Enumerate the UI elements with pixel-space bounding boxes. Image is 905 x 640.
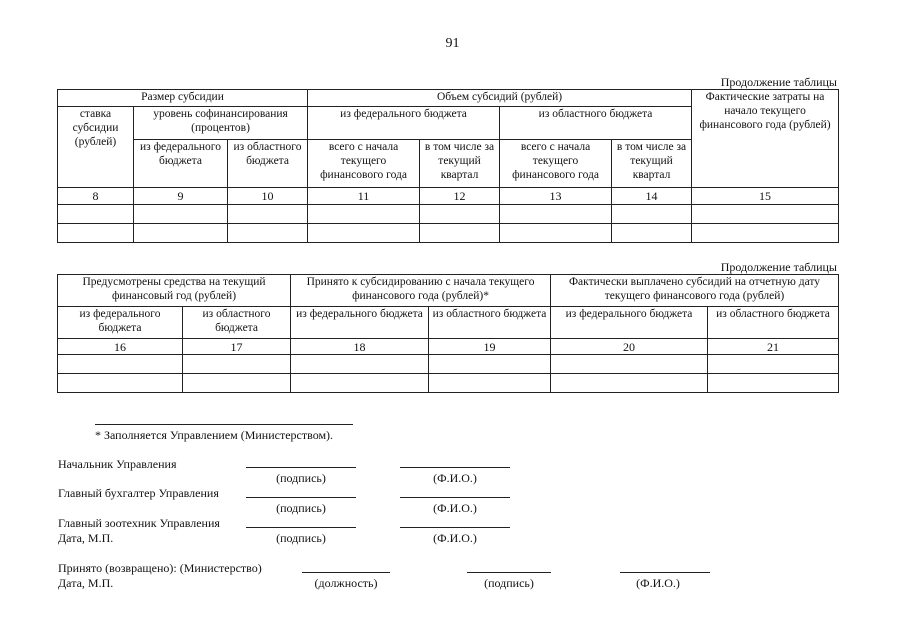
label-zootechnician: Главный зоотехник Управления <box>58 516 220 530</box>
table-cell[interactable] <box>612 205 692 224</box>
table-cell[interactable] <box>308 224 420 243</box>
table-cell[interactable] <box>58 205 134 224</box>
table-cell[interactable] <box>58 224 134 243</box>
col-num-19: 19 <box>429 339 551 355</box>
col-num-20: 20 <box>551 339 708 355</box>
caption-name-accountant: (Ф.И.О.) <box>433 501 477 515</box>
header-paid-regional: из областного бюджета <box>708 307 839 339</box>
table-row <box>58 205 839 224</box>
col-num-17: 17 <box>183 339 291 355</box>
continuation-label-2: Продолжение таблицы <box>720 260 837 274</box>
signature-line-head[interactable] <box>246 467 356 468</box>
name-line-head[interactable] <box>400 467 510 468</box>
table-subsidy-funds <box>57 274 839 393</box>
col-num-10: 10 <box>228 188 308 205</box>
header-fed-quarter: в том числе за текущий квартал <box>420 140 500 188</box>
header-cofin-regional: из областного бюджета <box>228 140 308 188</box>
col-num-21: 21 <box>708 339 839 355</box>
footnote-separator <box>95 424 353 425</box>
table-cell[interactable] <box>551 374 708 393</box>
table-cell[interactable] <box>291 355 429 374</box>
col-num-13: 13 <box>500 188 612 205</box>
table-cell[interactable] <box>308 205 420 224</box>
col-num-9: 9 <box>134 188 228 205</box>
table-cell[interactable] <box>183 374 291 393</box>
label-accepted-returned: Принято (возвращено): (Министерство) <box>58 561 262 575</box>
header-provided-federal: из федерального бюджета <box>58 307 183 339</box>
signature-line-zootechnician[interactable] <box>246 527 356 528</box>
name-line-acceptance[interactable] <box>620 572 710 573</box>
header-reg-quarter: в том числе за текущий квартал <box>612 140 692 188</box>
header-paid-federal: из федерального бюджета <box>551 307 708 339</box>
signature-line-acceptance[interactable] <box>467 572 551 573</box>
table-cell[interactable] <box>612 224 692 243</box>
table-cell[interactable] <box>58 374 183 393</box>
table-cell[interactable] <box>692 224 839 243</box>
caption-signature-accountant: (подпись) <box>276 501 326 515</box>
table-cell[interactable] <box>551 355 708 374</box>
col-num-11: 11 <box>308 188 420 205</box>
header-accepted-regional: из областного бюджета <box>429 307 551 339</box>
header-paid-subsidy: Фактически выплачено субсидий на отчетную дату текущего финансового года (рублей) <box>551 275 839 307</box>
page-number: 91 <box>445 36 460 51</box>
header-subsidy-volume: Объем субсидий (рублей) <box>308 90 692 107</box>
position-line[interactable] <box>302 572 390 573</box>
table-cell[interactable] <box>429 374 551 393</box>
continuation-label-1: Продолжение таблицы <box>720 75 837 89</box>
table-row <box>58 224 839 243</box>
table-cell[interactable] <box>134 205 228 224</box>
label-accountant: Главный бухгалтер Управления <box>58 486 219 500</box>
table-cell[interactable] <box>692 205 839 224</box>
header-subsidy-size: Размер субсидии <box>58 90 308 107</box>
col-num-8: 8 <box>58 188 134 205</box>
table-cell[interactable] <box>420 205 500 224</box>
header-fed-total: всего с начала текущего финансового года <box>308 140 420 188</box>
table-cell[interactable] <box>708 355 839 374</box>
caption-name-head: (Ф.И.О.) <box>433 471 477 485</box>
header-reg-total: всего с начала текущего финансового года <box>500 140 612 188</box>
name-line-accountant[interactable] <box>400 497 510 498</box>
caption-name-zootechnician: (Ф.И.О.) <box>433 531 477 545</box>
header-cofinancing-level: уровень софинансирования (процентов) <box>134 107 308 140</box>
name-line-zootechnician[interactable] <box>400 527 510 528</box>
column-number-row <box>58 188 839 205</box>
header-actual-costs: Фактические затраты на начало текущего финансового года (рублей) <box>692 90 839 188</box>
col-num-15: 15 <box>692 188 839 205</box>
col-num-12: 12 <box>420 188 500 205</box>
caption-signature-head: (подпись) <box>276 471 326 485</box>
signature-line-accountant[interactable] <box>246 497 356 498</box>
table-subsidy-volume <box>57 89 839 243</box>
caption-signature-zootechnician: (подпись) <box>276 531 326 545</box>
header-cofin-federal: из федерального бюджета <box>134 140 228 188</box>
label-date-stamp: Дата, М.П. <box>58 531 114 545</box>
header-provided-regional: из областного бюджета <box>183 307 291 339</box>
col-num-14: 14 <box>612 188 692 205</box>
column-number-row <box>58 339 839 355</box>
table-cell[interactable] <box>420 224 500 243</box>
header-volume-regional: из областного бюджета <box>500 107 692 140</box>
header-accepted-federal: из федерального бюджета <box>291 307 429 339</box>
table-cell[interactable] <box>500 205 612 224</box>
header-provided-funds: Предусмотрены средства на текущий финансовый год (рублей) <box>58 275 291 307</box>
footnote-text: * Заполняется Управлением (Министерством). <box>95 428 334 442</box>
header-subsidy-rate: ставка субсидии (рублей) <box>58 107 134 188</box>
table-cell[interactable] <box>58 355 183 374</box>
label-acceptance-date: Дата, М.П. <box>58 576 114 590</box>
col-num-18: 18 <box>291 339 429 355</box>
table-row <box>58 374 839 393</box>
label-head: Начальник Управления <box>58 457 177 471</box>
caption-position: (должность) <box>314 576 378 590</box>
header-accepted-subsidy: Принято к субсидированию с начала текущего финансового года (рублей)* <box>291 275 551 307</box>
caption-name-acceptance: (Ф.И.О.) <box>636 576 680 590</box>
col-num-16: 16 <box>58 339 183 355</box>
caption-signature-acceptance: (подпись) <box>484 576 534 590</box>
table-row <box>58 355 839 374</box>
table-cell[interactable] <box>708 374 839 393</box>
table-cell[interactable] <box>429 355 551 374</box>
table-cell[interactable] <box>134 224 228 243</box>
table-cell[interactable] <box>291 374 429 393</box>
table-cell[interactable] <box>228 205 308 224</box>
header-volume-federal: из федерального бюджета <box>308 107 500 140</box>
table-cell[interactable] <box>228 224 308 243</box>
table-cell[interactable] <box>500 224 612 243</box>
table-cell[interactable] <box>183 355 291 374</box>
